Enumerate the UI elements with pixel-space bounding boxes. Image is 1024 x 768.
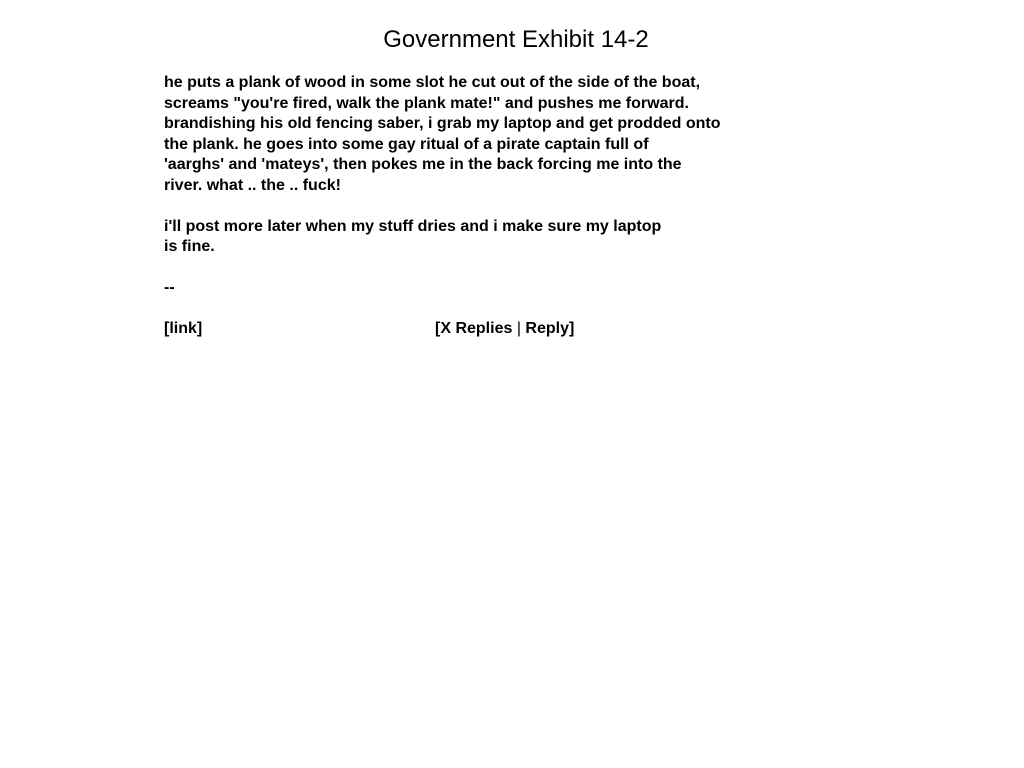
post-body [164,73,784,340]
signature-separator: -- [164,279,175,296]
post-line: river. what .. the .. fuck! [164,176,341,194]
permalink-link[interactable]: [link] [164,320,203,337]
paragraph-spacer [164,196,784,217]
post-line: i'll post more later when my stuff dries and i make sure my laptop [164,217,662,235]
link-separator: | [516,320,521,337]
post-line: 'aarghs' and 'mateys', then pokes me in the back forcing me into the [164,156,682,173]
reply-links [435,319,574,340]
post-paragraph [164,217,784,258]
post-footer [164,319,784,340]
page-title: Government Exhibit 14-2 [383,26,649,53]
paragraph-spacer [164,299,784,320]
post-line: is fine. [164,238,215,255]
post-line: brandishing his old fencing saber, i grab my laptop and get prodded onto [164,115,721,132]
post-paragraph [164,73,784,196]
post-line: the plank. he goes into some gay ritual of a pirate captain full of [164,135,649,153]
post-line: he puts a plank of wood in some slot he cut out of the side of the boat, [164,74,701,91]
paragraph-spacer [164,258,784,279]
replies-link[interactable]: [X Replies [435,320,513,337]
post-line: screams "you're fired, walk the plank mate!" and pushes me forward. [164,94,689,112]
reply-link[interactable]: Reply] [525,320,575,337]
